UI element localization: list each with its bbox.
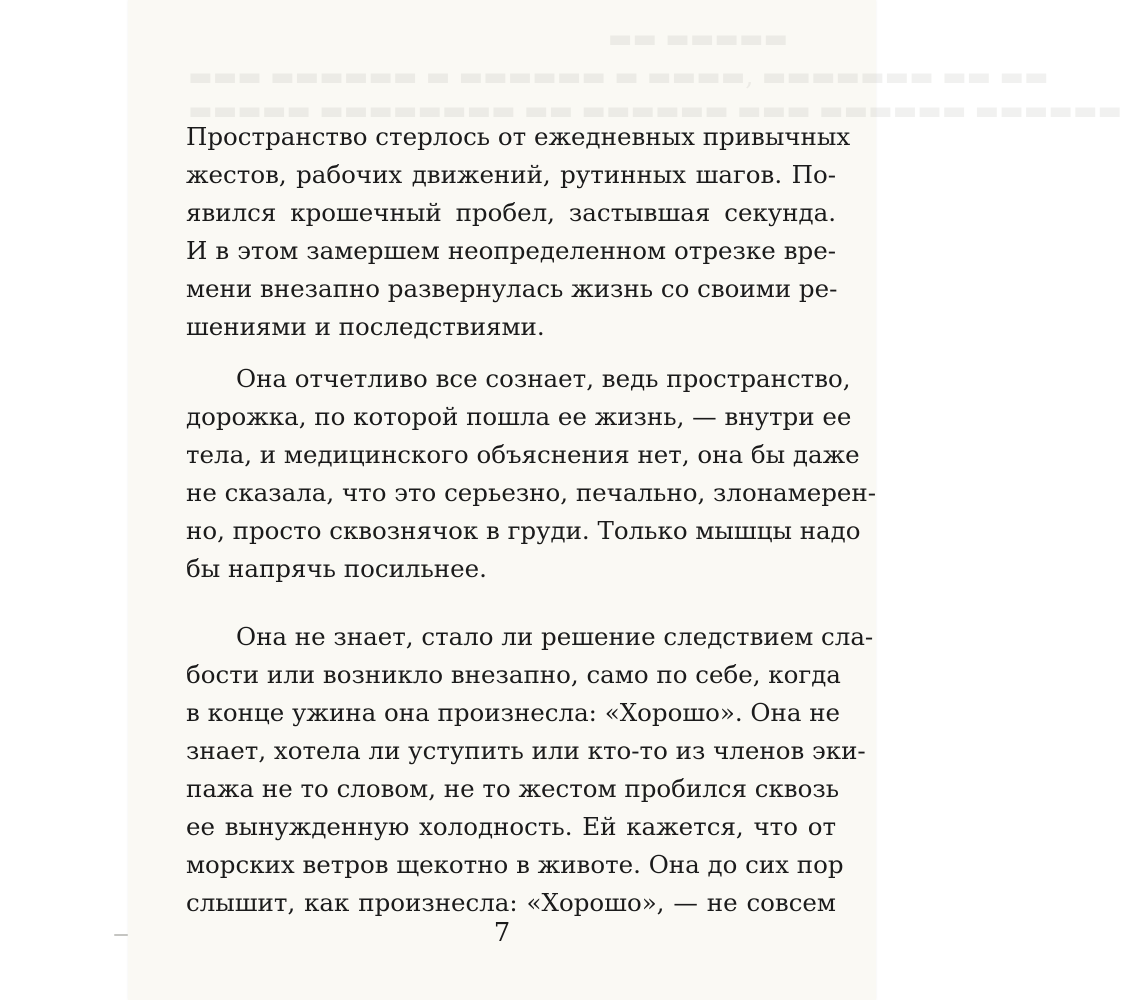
paper-speck [114,934,128,936]
text-line: Пространство стерлось от ежедневных привычных [186,122,851,151]
text-line: жестов, рабочих движений, рутинных шагов. По- [186,160,836,189]
text-line: морских ветров щекотно в животе. Она до сих пор [186,850,844,879]
text-line: бы напрячь посильнее. [186,554,487,583]
show-through-text: ▬▬▬▬▬ ▬▬▬▬▬▬▬▬ ▬▬ ▬▬▬▬▬▬ ▬▬▬ ▬▬▬▬▬▬ ▬▬▬▬▬▬ [188,96,1122,126]
text-line: мени внезапно развернулась жизнь со своими ре- [186,274,838,303]
text-line: явился крошечный пробел, застывшая секунда. [186,198,836,227]
text-line: в конце ужина она произнесла: «Хорошо». Она не [186,698,841,727]
text-line: знает, хотела ли уступить или кто-то из членов эки- [186,736,866,765]
text-line: бости или возникло внезапно, само по себе, когда [186,660,841,689]
body-text [186,118,876,922]
text-line: не сказала, что это серьезно, печально, злонамерен- [186,478,876,507]
text-line: дорожка, по которой пошла ее жизнь, — внутри ее [186,402,852,431]
paragraph-3 [186,618,874,922]
text-line: пажа не то словом, не то жестом пробился сквозь [186,774,840,803]
text-line: тела, и медицинского объяснения нет, она бы даже [186,440,860,469]
show-through-text: ▬▬▬ ▬▬▬▬▬▬ ▬ ▬▬▬▬▬▬ ▬ ▬▬▬▬, ▬▬▬▬▬▬▬ ▬▬ ▬▬ [188,62,1049,92]
text-line: но, просто сквознячок в груди. Только мышцы надо [186,516,861,545]
text-line: Она отчетливо все сознает, ведь пространство, [236,364,851,393]
book-page [128,0,1122,1000]
text-line: ее вынужденную холодность. Ей кажется, что от [186,812,836,841]
page-number: 7 [493,918,511,948]
text-line: шениями и последствиями. [186,312,545,341]
paragraph-2 [186,360,876,588]
text-line: И в этом замершем неопределенном отрезке вре- [186,236,836,265]
text-line: слышит, как произнесла: «Хорошо», — не совсем [186,888,836,917]
show-through-text: ▬▬ ▬▬▬▬▬ [607,24,788,54]
paragraph-1 [186,118,851,346]
text-line: Она не знает, стало ли решение следствием сла- [236,622,874,651]
